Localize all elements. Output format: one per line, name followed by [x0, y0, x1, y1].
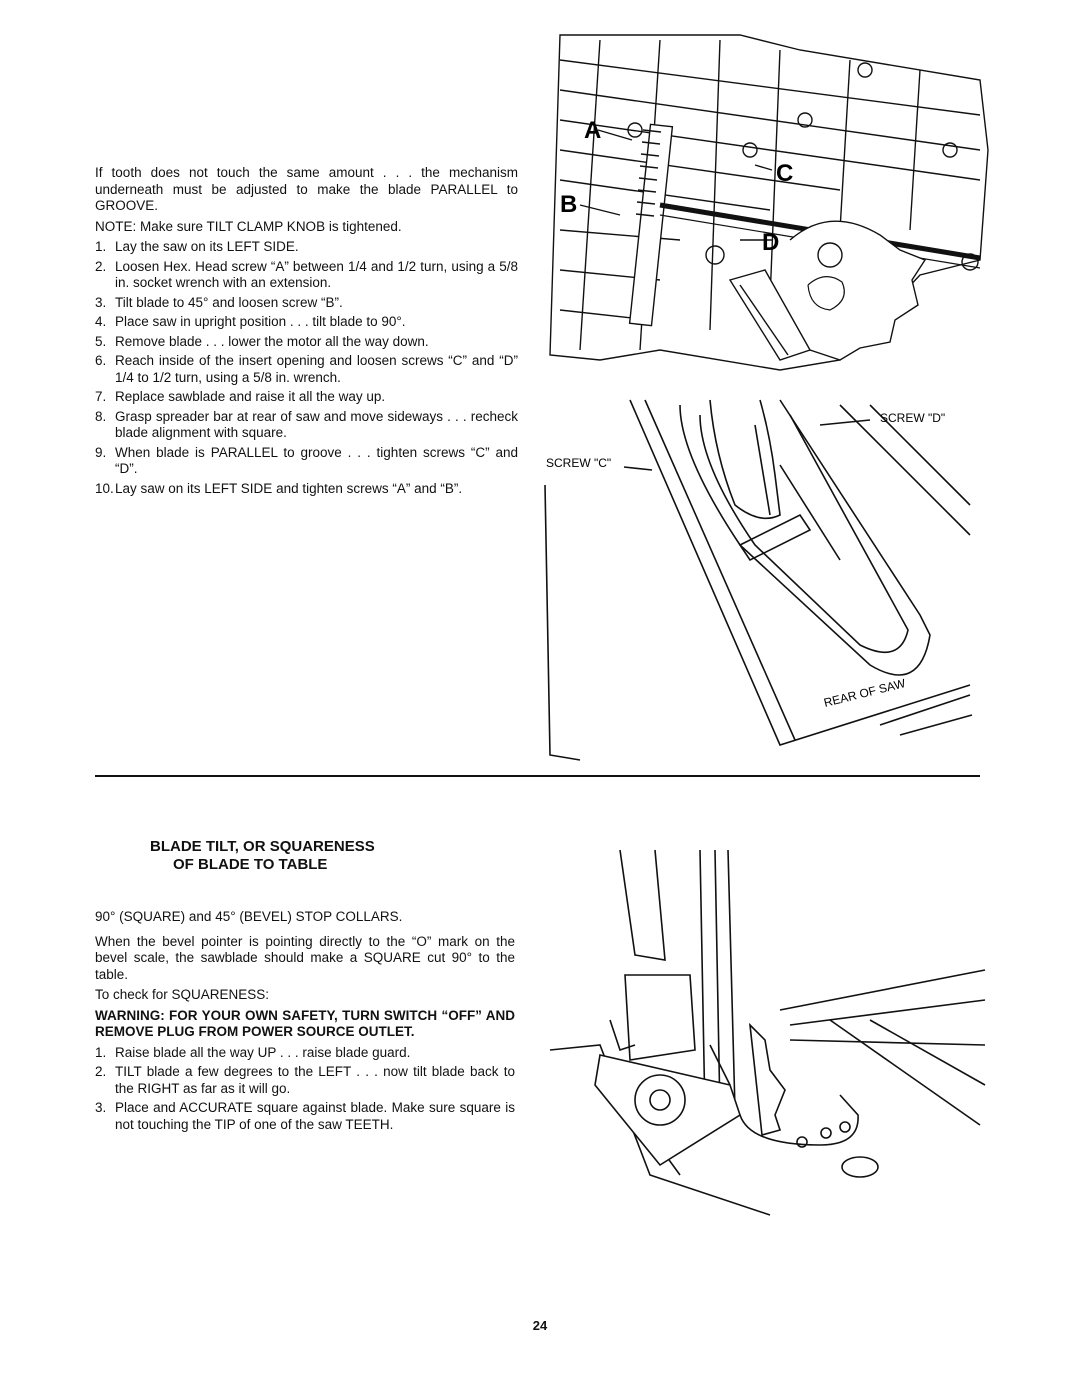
list-item	[95, 1064, 515, 1097]
square-check-illustration	[540, 845, 990, 1220]
step-text: When blade is PARALLEL to groove . . . tighten screws “C” and “D”.	[115, 444, 518, 476]
list-item	[95, 314, 518, 331]
step-number: 3.	[95, 1100, 107, 1115]
list-item	[95, 334, 518, 351]
step-text: TILT blade a few degrees to the LEFT . . . now tilt blade back to the RIGHT as far as it will go.	[115, 1064, 515, 1096]
list-item	[95, 259, 518, 292]
saw-mechanism-illustration	[540, 30, 990, 385]
step-text: Place and ACCURATE square against blade. Make sure square is not touching the TIP of one of the saw TEETH.	[115, 1100, 515, 1132]
safety-warning: WARNING: FOR YOUR OWN SAFETY, TURN SWITCH “OFF” AND REMOVE PLUG FROM POWER SOURCE OUTLET.	[95, 1007, 515, 1039]
rear-of-saw-label: REAR OF SAW	[822, 676, 907, 710]
step-number: 8.	[95, 408, 107, 424]
step-number: 7.	[95, 389, 107, 404]
label-c: C	[776, 160, 794, 187]
list-item	[95, 295, 518, 312]
check-line: To check for SQUARENESS:	[95, 987, 270, 1002]
step-number: 1.	[95, 1044, 107, 1060]
heading-line-2: OF BLADE TO TABLE	[173, 856, 328, 873]
list-item	[95, 1100, 515, 1133]
heading-line-1: BLADE TILT, OR SQUARENESS	[150, 838, 375, 855]
intro-paragraph: If tooth does not touch the same amount . . . the mechanism underneath must be adjusted to make the blade PARALLEL to GROOVE.	[95, 165, 518, 213]
insert-opening-illustration	[540, 395, 980, 770]
page-number: 24	[532, 1318, 548, 1333]
alignment-instructions	[95, 165, 518, 500]
screw-c-label: SCREW "C"	[546, 456, 612, 470]
step-number: 6.	[95, 353, 107, 368]
step-number: 4.	[95, 314, 107, 329]
screw-d-label: SCREW "D"	[880, 411, 946, 425]
step-text: Reach inside of the insert opening and loosen screws “C” and “D” 1/4 to 1/2 turn, using a 5/8 in. wrench.	[115, 353, 518, 385]
list-item	[95, 239, 518, 256]
squareness-instructions	[95, 909, 515, 1136]
label-b: B	[560, 191, 578, 218]
step-number: 9.	[95, 444, 107, 460]
step-text: Raise blade all the way UP . . . raise blade guard.	[115, 1044, 411, 1060]
step-number: 5.	[95, 333, 107, 349]
bevel-paragraph: When the bevel pointer is pointing directly to the “O” mark on the bevel scale, the sawblade should make a SQUARE cut 90° to the table.	[95, 933, 515, 982]
list-item	[95, 1045, 515, 1062]
step-number: 3.	[95, 294, 107, 310]
step-number: 1.	[95, 239, 107, 254]
alignment-steps-list	[95, 239, 518, 497]
step-text: Replace sawblade and raise it all the way up.	[115, 389, 386, 404]
list-item	[95, 389, 518, 406]
list-item	[95, 481, 518, 498]
stop-collars-line: 90° (SQUARE) and 45° (BEVEL) STOP COLLARS.	[95, 909, 403, 924]
label-a: A	[584, 117, 602, 144]
squareness-steps-list	[95, 1045, 515, 1134]
step-number: 10.	[95, 480, 114, 496]
step-text: Lay saw on its LEFT SIDE and tighten screws “A” and “B”.	[115, 480, 463, 496]
label-d: D	[762, 229, 780, 256]
list-item	[95, 409, 518, 442]
step-text: Lay the saw on its LEFT SIDE.	[115, 239, 299, 254]
step-number: 2.	[95, 1064, 107, 1079]
section-heading	[150, 838, 375, 874]
step-text: Remove blade . . . lower the motor all the way down.	[115, 333, 429, 349]
list-item	[95, 445, 518, 478]
section-divider	[95, 775, 980, 777]
step-text: Grasp spreader bar at rear of saw and move sideways . . . recheck blade alignment with square.	[115, 408, 518, 440]
step-text: Tilt blade to 45° and loosen screw “B”.	[115, 294, 343, 310]
list-item	[95, 353, 518, 386]
note-paragraph: NOTE: Make sure TILT CLAMP KNOB is tightened.	[95, 218, 402, 234]
step-number: 2.	[95, 258, 107, 274]
step-text: Loosen Hex. Head screw “A” between 1/4 and 1/2 turn, using a 5/8 in. socket wrench with an extension.	[115, 258, 518, 290]
step-text: Place saw in upright position . . . tilt blade to 90°.	[115, 314, 406, 329]
